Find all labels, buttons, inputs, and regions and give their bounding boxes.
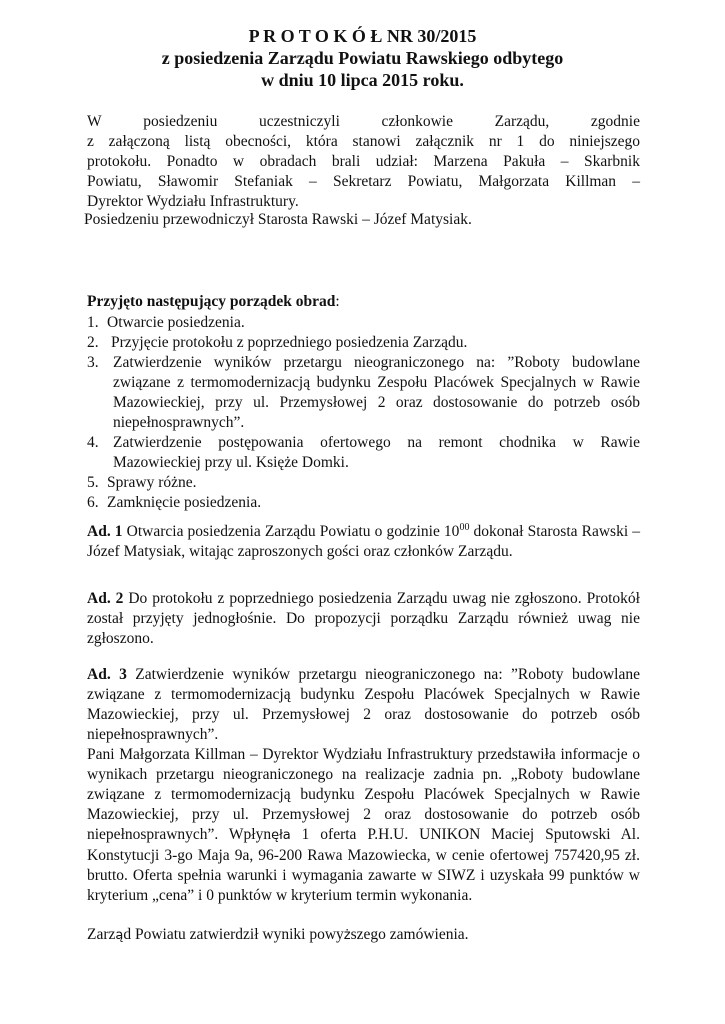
agenda-item-text: Zatwierdzenie wyników przetargu nieograniczonego na: ”Roboty budowlane związane z termomodernizacją budynku Zespołu Placówek Specjalnych w Rawie Mazowieckiej, przy ul. Przemysłowej 2 oraz dostosowanie do potrzeb osób niepełnosprawnych”.	[113, 354, 640, 431]
intro-line-3: protokołu. Ponadto w obradach brali udział: Marzena Pakuła – Skarbnik	[87, 153, 640, 170]
ad1-text-before: Otwarcia posiedzenia Zarządu Powiatu o godzinie 10	[122, 523, 460, 540]
ad3-details-text-a: Pani Małgorzata Killman – Dyrektor Wydziału Infrastruktury przedstawiła informacje o wynikach przetargu nieograniczonego na realizacje zadnia pn. „Roboty budowlane związane z termomodernizacją budynku Zespołu Placówek Specjalnych w Rawie Mazowieckiej, przy ul. Przemysłowej 2 oraz dostosowanie do potrzeb osób niepełnosprawnych”. Wpłyn	[87, 746, 640, 843]
ad2-label: Ad. 2	[87, 590, 124, 607]
agenda-item	[87, 493, 640, 513]
final-text-c: szego zamówienia.	[350, 926, 469, 943]
ad3-details-paragraph	[87, 745, 640, 906]
intro-word: posiedzeniu	[143, 113, 218, 130]
ad3-label: Ad. 3	[87, 666, 127, 683]
agenda-item-text: Przyjęcie protokołu z poprzedniego posiedzenia Zarządu.	[111, 334, 468, 351]
ad1-paragraph	[87, 522, 640, 562]
agenda-heading	[87, 292, 640, 312]
ad3-text: Zatwierdzenie wyników przetargu nieograniczonego na: ”Roboty budowlane związane z termomodernizacją budynku Zespołu Placówek Specjalnych w Rawie Mazowieckiej, przy ul. Przemysłowej 2 oraz dostosowanie do potrzeb osób niepełnosprawnych”.	[87, 666, 640, 743]
title-line-1: P R O T O K Ó Ł NR 30/2015	[248, 26, 477, 46]
ad2-paragraph	[87, 589, 640, 649]
agenda-item-text: Zatwierdzenie postępowania ofertowego na remont chodnika w Rawie Mazowieckiej przy ul. Księże Domki.	[113, 434, 640, 471]
final-text-b: d Powiatu zatwierdził wyniki powy	[123, 926, 344, 943]
agenda-item-text: Sprawy różne.	[107, 474, 197, 491]
intro-line-5: Dyrektor Wydziału Infrastruktury.	[87, 193, 299, 210]
ad3-details-glyph: ęła	[271, 828, 291, 843]
agenda-item-number: 4.	[87, 434, 99, 451]
final-glyph-1: ą	[115, 928, 124, 943]
final-glyph-2: ż	[343, 928, 351, 943]
final-text-a: Zarz	[87, 926, 116, 943]
agenda-item-number: 3.	[87, 354, 99, 371]
agenda-heading-colon: :	[335, 293, 340, 310]
intro-word: członkowie	[381, 113, 453, 130]
title-line-3: w dniu 10 lipca 2015 roku.	[261, 70, 464, 90]
intro-line-1	[87, 112, 640, 132]
agenda-item	[87, 333, 640, 353]
agenda-item-text: Otwarcie posiedzenia.	[107, 314, 245, 331]
intro-line-2: z załączoną listą obecności, która stanowi załącznik nr 1 do niniejszego	[87, 133, 640, 150]
title-line-2: z posiedzenia Zarządu Powiatu Rawskiego odbytego	[161, 48, 564, 68]
intro-paragraph	[87, 112, 640, 212]
agenda-item-number: 6.	[87, 494, 99, 511]
agenda-item	[87, 433, 640, 473]
agenda-item	[87, 353, 640, 433]
agenda-item	[87, 473, 640, 493]
agenda-item-number: 2.	[87, 334, 99, 351]
ad1-time-minutes: 00	[459, 521, 470, 533]
ad3-final-statement	[87, 925, 640, 946]
intro-line-4: Powiatu, Sławomir Stefaniak – Sekretarz Powiatu, Małgorzata Killman –	[87, 173, 640, 190]
intro-word: zgodnie	[590, 113, 640, 130]
intro-word: Zarządu,	[494, 113, 550, 130]
ad1-label: Ad. 1	[87, 523, 123, 540]
agenda-item-text: Zamknięcie posiedzenia.	[107, 494, 262, 511]
agenda-item-number: 1.	[87, 314, 99, 331]
ad3-paragraph	[87, 665, 640, 745]
intro-word: uczestniczyli	[258, 113, 340, 130]
agenda-item	[87, 313, 640, 333]
agenda-heading-text: Przyjęto następujący porządek obrad	[87, 293, 336, 310]
agenda-item-number: 5.	[87, 474, 99, 491]
intro-word: W	[87, 113, 102, 130]
chair-statement: Posiedzeniu przewodniczył Starosta Rawski – Józef Matysiak.	[84, 211, 472, 228]
ad2-text: Do protokołu z poprzedniego posiedzenia Zarządu uwag nie zgłoszono. Protokół został przyjęty jednogłośnie. Do propozycji porządku Zarządu również uwag nie zgłoszono.	[87, 590, 640, 647]
ad1-text-after: dokonał Starosta Rawski – Józef Matysiak, witając zaproszonych gości oraz członków Zarządu.	[87, 523, 640, 560]
agenda-list	[87, 313, 640, 513]
ad3-details-text-b: 1 oferta P.H.U. UNIKON Maciej Sputowski Al. Konstytucji 3-go Maja 9a, 96-200 Rawa Mazowiecka, w cenie ofertowej 757420,95 zł. brutto. Oferta spełnia warunki i wymagania zawarte w SIWZ i uzyskała 99 punktów w kryterium „cena” i 0 punktów w kryterium termin wykonania.	[87, 826, 640, 904]
document-title	[0, 25, 725, 91]
agenda-section	[87, 292, 640, 312]
